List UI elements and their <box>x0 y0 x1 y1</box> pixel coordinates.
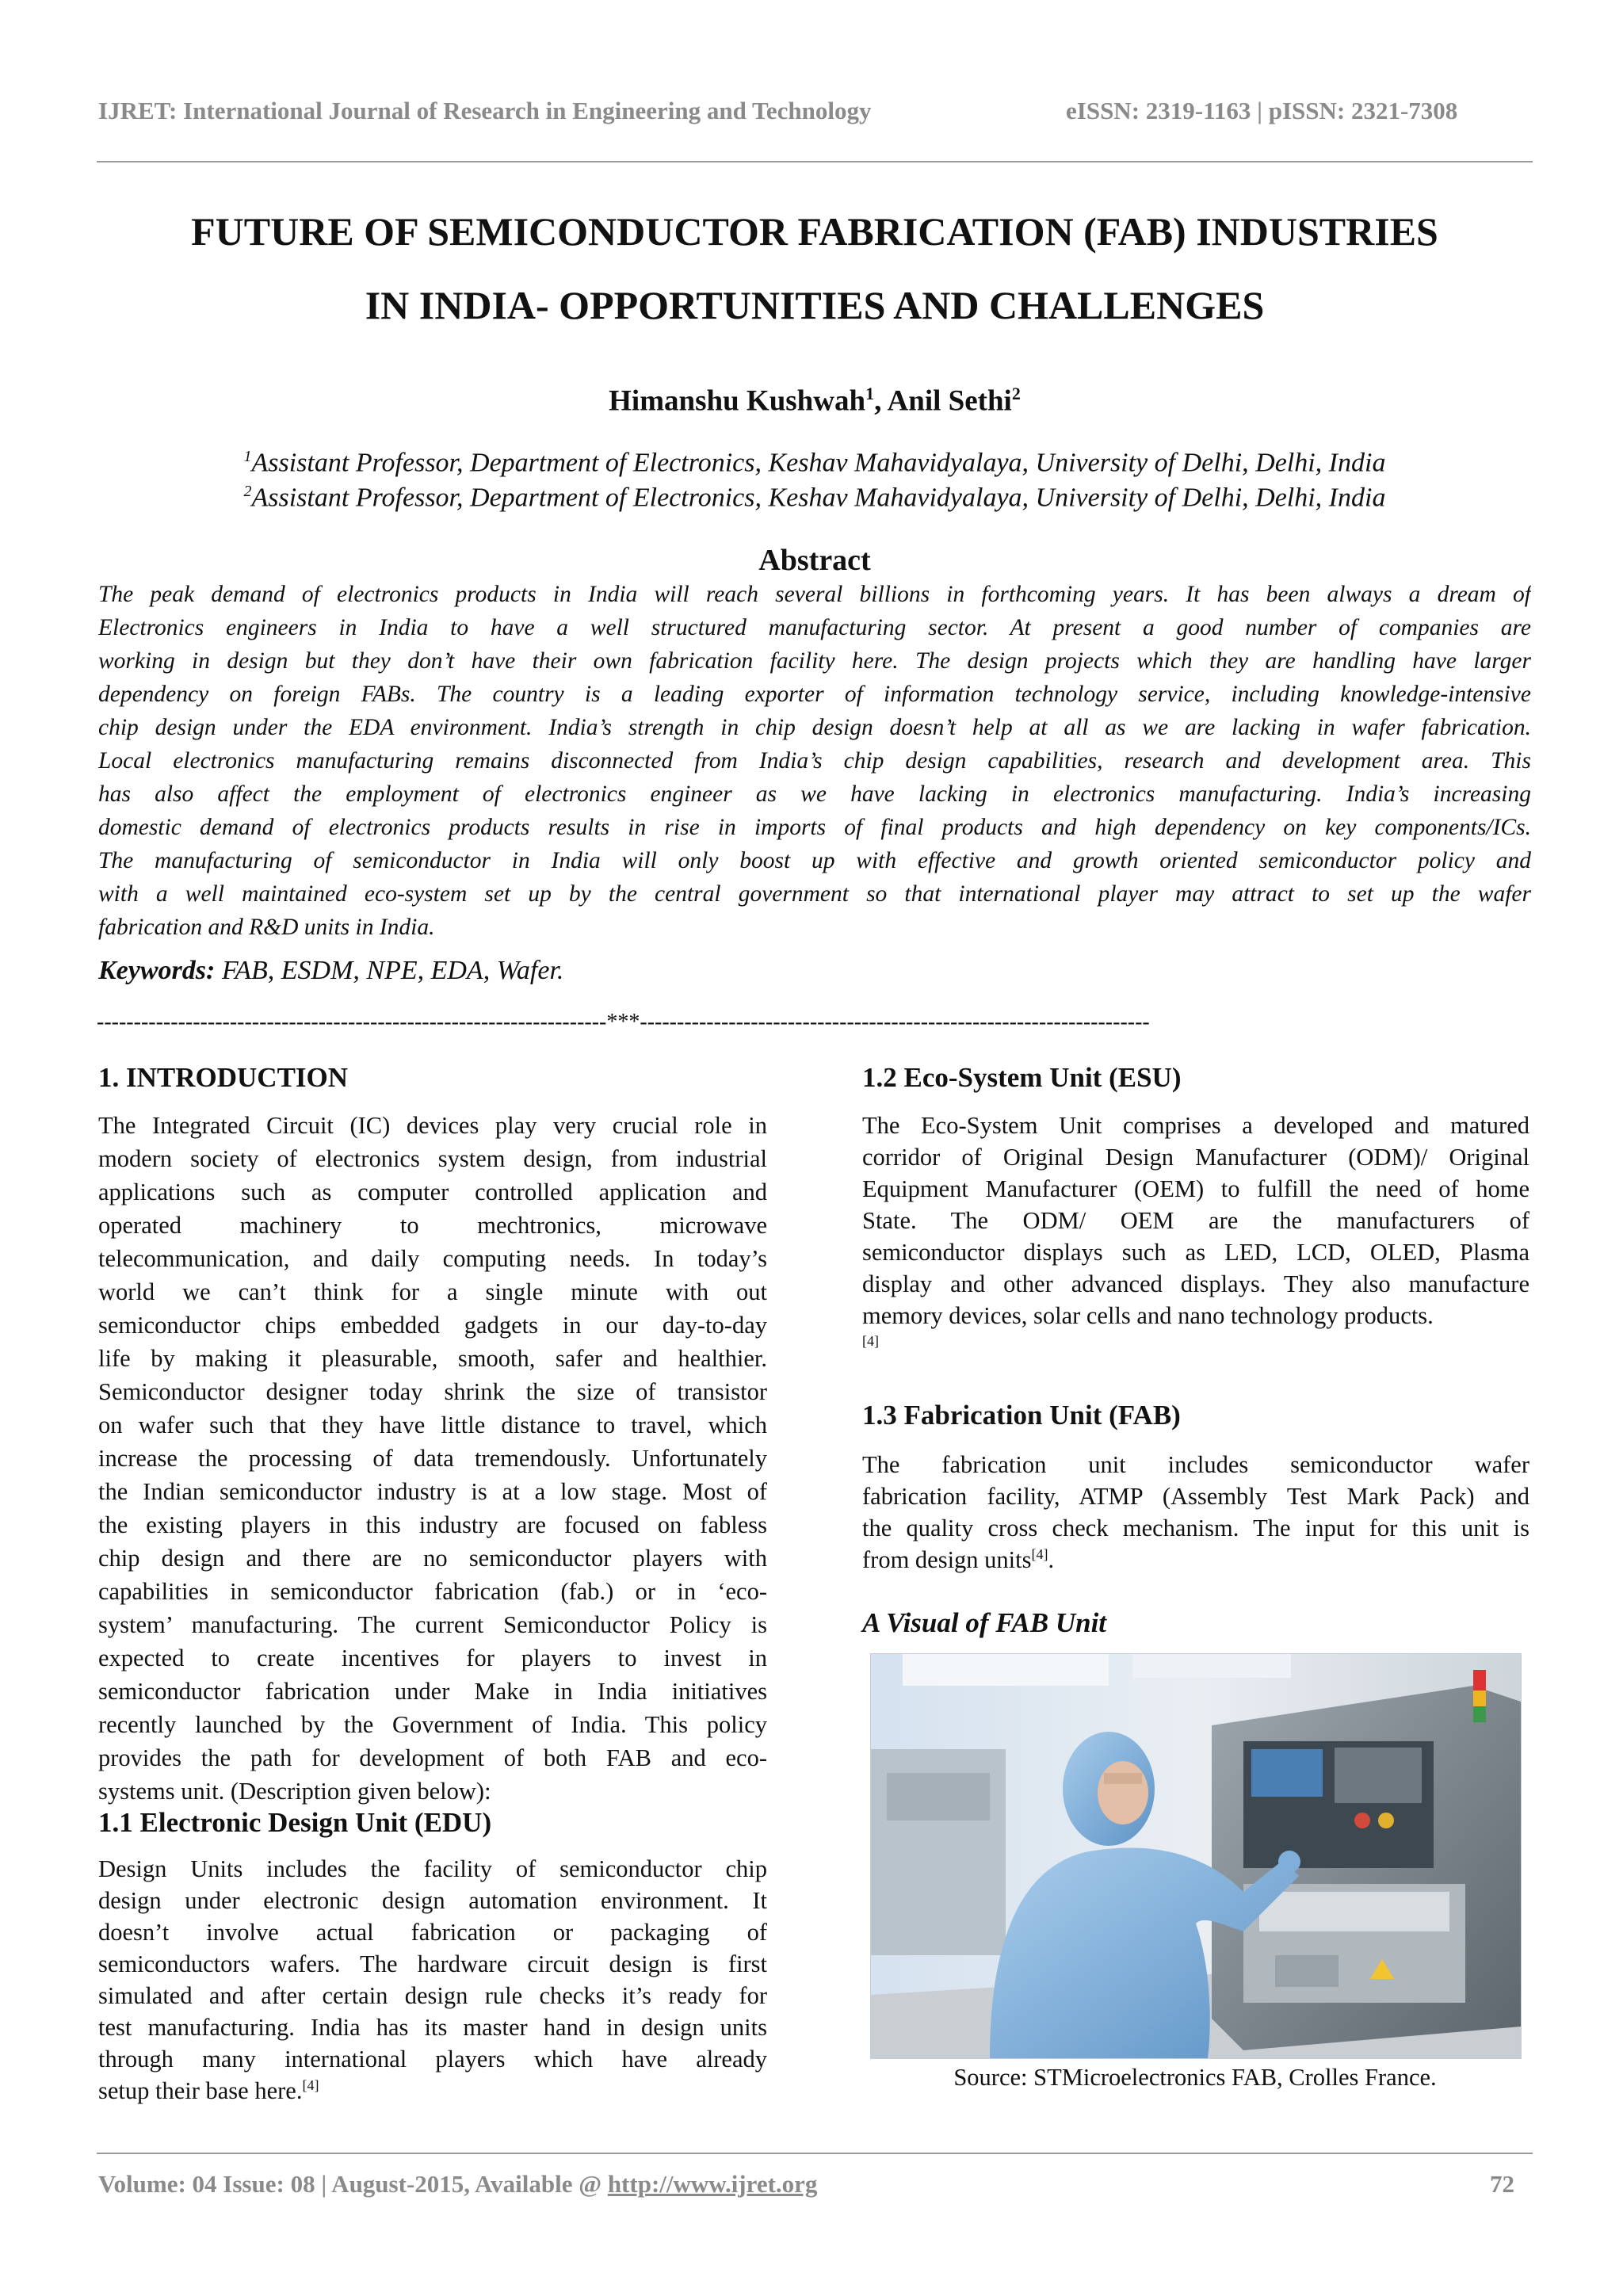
journal-link[interactable]: http://www.ijret.org <box>607 2170 818 2198</box>
paragraph-line: The manufacturing of semiconductor in India will only boost up with effective and growth oriented semiconductor policy and <box>98 848 1531 873</box>
figure-heading: A Visual of FAB Unit <box>862 1607 1107 1638</box>
affiliation-text: Assistant Professor, Department of Electronics, Keshav Mahavidyalaya, University of Delhi, Delhi, India <box>251 448 1386 478</box>
paragraph-line: Local electronics manufacturing remains disconnected from India’s chip design capabilities, research and development area. This <box>98 748 1531 774</box>
paragraph-line: applications such as computer controlled application and <box>98 1179 767 1205</box>
abstract-heading: Abstract <box>758 544 871 577</box>
paragraph-line: The fabrication unit includes semiconductor wafer <box>862 1451 1529 1478</box>
paragraph-line: fabrication and R&D units in India. <box>98 915 435 940</box>
paragraph-line: telecommunication, and daily computing needs. In today’s <box>98 1245 767 1272</box>
author-name: Anil Sethi <box>887 384 1012 418</box>
paragraph-line: world we can’t think for a single minute with out <box>98 1278 767 1305</box>
paragraph-line: increase the processing of data tremendously. Unfortunately <box>98 1445 767 1472</box>
paragraph-text: setup their base here. <box>98 2077 303 2104</box>
paragraph-line: modern society of electronics system design, from industrial <box>98 1145 767 1172</box>
author-affiliation-mark: 1 <box>865 384 875 403</box>
paragraph-line: on wafer such that they have little distance to travel, which <box>98 1412 767 1438</box>
paragraph-line: working in design but they don’t have their own fabrication facility here. The design projects which they are handling have larger <box>98 648 1531 674</box>
fab-unit-photo <box>870 1653 1522 2059</box>
affiliation-text: Assistant Professor, Department of Electronics, Keshav Mahavidyalaya, University of Delhi, Delhi, India <box>251 483 1386 513</box>
paragraph-line: domestic demand of electronics products results in rise in imports of final products and high dependency on key components/ICs. <box>98 815 1531 840</box>
paragraph-line: memory devices, solar cells and nano technology products. <box>862 1302 1434 1329</box>
author-affiliation-mark: 2 <box>1011 384 1021 403</box>
paragraph-line: semiconductors wafers. The hardware circuit design is first <box>98 1950 767 1977</box>
paragraph-line: expected to create incentives for players to invest in <box>98 1645 767 1671</box>
footer-volume <box>98 2170 817 2199</box>
paragraph-line: capabilities in semiconductor fabrication (fab.) or in ‘eco- <box>98 1578 767 1605</box>
paragraph-line: Equipment Manufacturer (OEM) to fulfill the need of home <box>862 1175 1529 1202</box>
citation-ref[interactable]: [4] <box>1031 1545 1048 1562</box>
paragraph-line: Electronics engineers in India to have a well structured manufacturing sector. At present a good number of companies are <box>98 615 1531 640</box>
section-heading-esu: 1.2 Eco-System Unit (ESU) <box>862 1062 1182 1093</box>
paragraph-line: Design Units includes the facility of semiconductor chip <box>98 1855 767 1882</box>
author-separator: , <box>874 384 888 418</box>
paragraph-line: with a well maintained eco-system set up by the central government so that international player may attract to set up the wafer <box>98 881 1531 907</box>
keywords-label: Keywords: <box>98 956 216 985</box>
paragraph-line: the quality cross check mechanism. The input for this unit is <box>862 1515 1529 1541</box>
paragraph-text: from design units <box>862 1546 1032 1573</box>
section-heading-introduction: 1. INTRODUCTION <box>98 1062 349 1093</box>
section-separator: ---------------------------------------------------------------------***--------------------------------------------------------------------- <box>97 1010 1150 1034</box>
paragraph-line: simulated and after certain design rule checks it’s ready for <box>98 1982 767 2009</box>
paragraph-line <box>98 2075 767 2107</box>
paragraph-line: the Indian semiconductor industry is at a low stage. Most of <box>98 1478 767 1505</box>
paragraph-line <box>862 1544 1529 1576</box>
affiliation-mark: 1 <box>243 448 252 465</box>
paragraph-line: provides the path for development of both FAB and eco- <box>98 1744 767 1771</box>
fab-unit-illustration <box>871 1654 1521 2058</box>
page-number: 72 <box>1490 2170 1514 2198</box>
paragraph-line: semiconductor chips embedded gadgets in our day-to-day <box>98 1312 767 1339</box>
paragraph-line: has also affect the employment of electronics engineer as we have lacking in electronics manufacturing. India’s increasing <box>98 781 1531 807</box>
keywords-value: FAB, ESDM, NPE, EDA, Wafer. <box>215 956 564 985</box>
paper-title-line-1: FUTURE OF SEMICONDUCTOR FABRICATION (FAB) INDUSTRIES <box>191 209 1438 254</box>
paragraph-line: recently launched by the Government of India. This policy <box>98 1711 767 1738</box>
paragraph-line: fabrication facility, ATMP (Assembly Test Mark Pack) and <box>862 1483 1529 1510</box>
paragraph-line: dependency on foreign FABs. The country is a leading exporter of information technology service, including knowledge-intensive <box>98 682 1531 707</box>
paragraph-line: systems unit. (Description given below): <box>98 1778 491 1805</box>
paragraph-line: semiconductor displays such as LED, LCD, OLED, Plasma <box>862 1239 1529 1266</box>
citation-ref[interactable]: [4] <box>862 1333 879 1349</box>
paragraph-line: chip design under the EDA environment. India’s strength in chip design doesn’t help at all as we are lacking in wafer fabrication. <box>98 715 1531 740</box>
paragraph-line: design under electronic design automation environment. It <box>98 1887 767 1914</box>
paragraph-line: system’ manufacturing. The current Semiconductor Policy is <box>98 1611 767 1638</box>
keywords <box>98 956 563 986</box>
paragraph-line: display and other advanced displays. They also manufacture <box>862 1270 1529 1297</box>
paragraph-line: operated machinery to mechtronics, microwave <box>98 1212 767 1239</box>
paragraph-line: Semiconductor designer today shrink the size of transistor <box>98 1378 767 1405</box>
paragraph-line: State. The ODM/ OEM are the manufacturers of <box>862 1207 1529 1234</box>
figure-caption: Source: STMicroelectronics FAB, Crolles France. <box>953 2064 1437 2091</box>
section-heading-edu: 1.1 Electronic Design Unit (EDU) <box>98 1807 492 1838</box>
paragraph-line: test manufacturing. India has its master hand in design units <box>98 2014 767 2041</box>
paragraph-line: The Eco-System Unit comprises a developed and matured <box>862 1112 1529 1139</box>
affiliation <box>97 474 1533 515</box>
author-list <box>97 384 1533 418</box>
header-rule <box>97 161 1533 162</box>
paragraph-line: semiconductor fabrication under Make in India initiatives <box>98 1678 767 1705</box>
paragraph-line: The Integrated Circuit (IC) devices play very crucial role in <box>98 1112 767 1139</box>
paragraph-line: chip design and there are no semiconductor players with <box>98 1545 767 1572</box>
paragraph-text: . <box>1048 1546 1055 1573</box>
paragraph-line: the existing players in this industry are focused on fabless <box>98 1511 767 1538</box>
volume-info: Volume: 04 Issue: 08 | August-2015, Available @ <box>98 2170 608 2198</box>
issn-info: eISSN: 2319-1163 | pISSN: 2321-7308 <box>1066 97 1458 124</box>
paper-title-line-2: IN INDIA- OPPORTUNITIES AND CHALLENGES <box>365 283 1265 327</box>
paragraph-line: corridor of Original Design Manufacturer (ODM)/ Original <box>862 1144 1529 1171</box>
footer-rule <box>97 2153 1533 2154</box>
citation-ref[interactable]: [4] <box>302 2076 319 2093</box>
paragraph-line: through many international players which have already <box>98 2046 767 2073</box>
paragraph-line: life by making it pleasurable, smooth, safer and healthier. <box>98 1345 767 1372</box>
paragraph-line: The peak demand of electronics products in India will reach several billions in forthcoming years. It has been always a dream of <box>98 582 1531 607</box>
affiliation-mark: 2 <box>243 483 252 500</box>
section-heading-fab: 1.3 Fabrication Unit (FAB) <box>862 1400 1181 1431</box>
journal-name: IJRET: International Journal of Research in Engineering and Technology <box>98 97 872 124</box>
paragraph-line: doesn’t involve actual fabrication or packaging of <box>98 1919 767 1946</box>
author-name: Himanshu Kushwah <box>609 384 866 418</box>
